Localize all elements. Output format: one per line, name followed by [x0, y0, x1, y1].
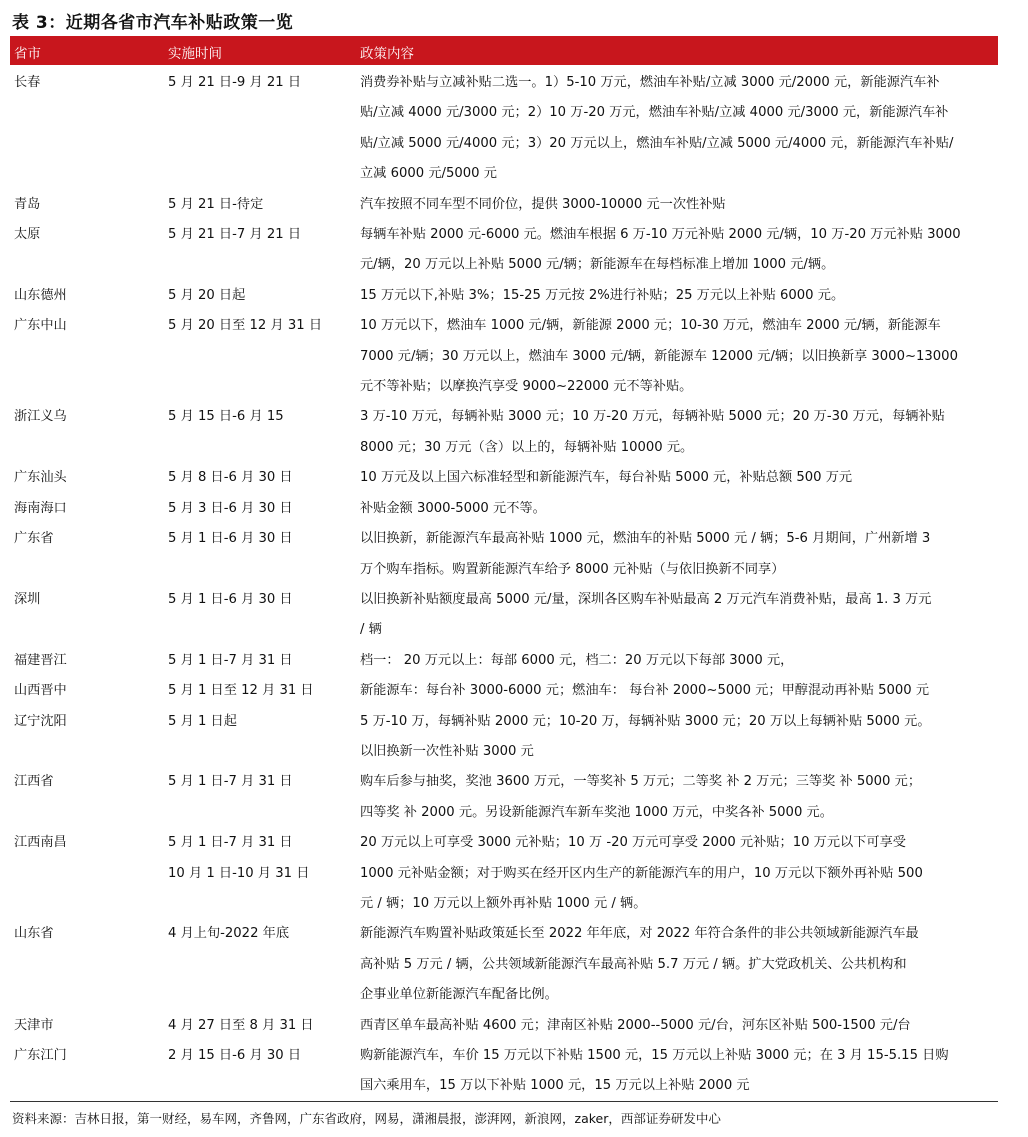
cell-time	[168, 919, 360, 1010]
policy-line: 8000 元；30 万元（含）以上的，每辆补贴 10000 元。	[360, 439, 694, 455]
time-line: 5 月 21 日-9 月 21 日	[168, 75, 302, 90]
cell-time	[168, 281, 360, 311]
policy-line: 档一： 20 万元以上：每部 6000 元，档二：20 万元以下每部 3000 元，	[360, 652, 794, 668]
cell-city: 太原	[14, 227, 41, 243]
cell-city: 天津市	[14, 1017, 54, 1033]
table-row	[10, 828, 998, 919]
table-row	[10, 402, 998, 463]
policy-line: 贴/立减 4000 元/3000 元；2）10 万-20 万元，燃油车补贴/立减 4000 元/3000 元，新能源汽车补	[360, 105, 949, 121]
cell-time	[168, 311, 360, 402]
cell-time	[168, 220, 360, 281]
cell-city: 辽宁沈阳	[14, 713, 67, 729]
table-row	[10, 1011, 998, 1041]
policy-line: 20 万元以上可享受 3000 元补贴；10 万 -20 万元可享受 2000 元补贴；10 万元以下可享受	[360, 835, 906, 851]
table-row	[10, 676, 998, 706]
time-line: 5 月 3 日-6 月 30 日	[168, 500, 293, 516]
policy-line: 万个购车指标。购置新能源汽车给予 8000 元补贴（与依旧换新不同享）	[360, 561, 785, 577]
cell-time	[168, 828, 360, 919]
time-line: 5 月 21 日-7 月 21 日	[168, 227, 302, 243]
cell-policy	[360, 524, 998, 585]
policy-line: 5 万-10 万，每辆补贴 2000 元；10-20 万，每辆补贴 3000 元；20 万以上每辆补贴 5000 元。	[360, 713, 931, 729]
header-implementation-time: 实施时间	[168, 46, 222, 62]
cell-policy	[360, 190, 998, 220]
table-row	[10, 1041, 998, 1102]
cell-time	[168, 524, 360, 585]
time-line: 5 月 15 日-6 月 15	[168, 409, 284, 425]
cell-city: 浙江义乌	[14, 409, 67, 425]
cell-policy	[360, 585, 998, 646]
table-header	[10, 36, 998, 65]
cell-city: 江西省	[14, 774, 54, 790]
time-line: 5 月 1 日-6 月 30 日	[168, 531, 293, 547]
cell-time	[168, 494, 360, 524]
policy-line: 以旧换新，新能源汽车最高补贴 1000 元，燃油车的补贴 5000 元 / 辆；5-6 月期间，广州新增 3	[360, 531, 931, 547]
cell-city: 长春	[14, 75, 41, 90]
cell-time	[168, 585, 360, 646]
cell-city: 广东汕头	[14, 470, 67, 486]
time-line: 5 月 8 日-6 月 30 日	[168, 470, 293, 486]
table-row	[10, 463, 998, 493]
time-line: 5 月 1 日-7 月 31 日	[168, 835, 293, 851]
cell-policy	[360, 281, 998, 311]
policy-line: / 辆	[360, 622, 382, 638]
policy-line: 补贴金额 3000-5000 元不等。	[360, 500, 546, 516]
table-row	[10, 767, 998, 828]
policy-line: 元/辆，20 万元以上补贴 5000 元/辆；新能源车在每档标准上增加 1000 元/辆。	[360, 257, 835, 273]
time-line: 5 月 21 日-待定	[168, 196, 264, 212]
cell-city: 广东江门	[14, 1048, 67, 1063]
table-row	[10, 494, 998, 524]
cell-city: 广东省	[14, 531, 54, 547]
cell-time	[168, 190, 360, 220]
cell-policy	[360, 402, 998, 463]
time-line: 5 月 20 日起	[168, 287, 246, 303]
table-body	[10, 68, 998, 1102]
policy-line: 新能源车：每台补 3000-6000 元；燃油车： 每台补 2000~5000 元；甲醇混动再补贴 5000 元	[360, 683, 930, 699]
cell-city: 山东德州	[14, 287, 67, 303]
cell-time	[168, 646, 360, 676]
cell-time	[168, 767, 360, 828]
policy-line: 购车后参与抽奖，奖池 3600 万元，一等奖补 5 万元；二等奖 补 2 万元；三等奖 补 5000 元；	[360, 774, 922, 790]
time-line: 5 月 1 日起	[168, 713, 237, 729]
source-note: 资料来源：吉林日报，第一财经，易车网，齐鲁网，广东省政府，网易，潇湘晨报，澎湃网，新浪网，zaker，西部证券研发中心	[12, 1111, 721, 1126]
policy-line: 立减 6000 元/5000 元	[360, 166, 497, 182]
policy-line: 10 万元以下，燃油车 1000 元/辆，新能源 2000 元；10-30 万元，燃油车 2000 元/辆，新能源车	[360, 318, 941, 334]
cell-policy	[360, 1041, 998, 1102]
cell-time	[168, 707, 360, 768]
cell-time	[168, 1041, 360, 1102]
cell-policy	[360, 919, 998, 1010]
time-line: 4 月 27 日至 8 月 31 日	[168, 1017, 314, 1033]
cell-time	[168, 676, 360, 706]
policy-line: 企事业单位新能源汽车配备比例。	[360, 987, 558, 1003]
policy-line: 消费券补贴与立减补贴二选一。1）5-10 万元，燃油车补贴/立减 3000 元/2000 元，新能源汽车补	[360, 75, 940, 90]
time-line: 5 月 1 日至 12 月 31 日	[168, 683, 314, 699]
cell-policy	[360, 1011, 998, 1041]
cell-policy	[360, 68, 998, 190]
cell-city: 青岛	[14, 196, 41, 212]
time-line: 4 月上旬-2022 年底	[168, 926, 290, 942]
time-line: 5 月 1 日-7 月 31 日	[168, 652, 293, 668]
cell-policy	[360, 676, 998, 706]
table-title: 表 3：近期各省市汽车补贴政策一览	[12, 13, 294, 33]
cell-time	[168, 68, 360, 190]
cell-city: 广东中山	[14, 318, 67, 334]
policy-line: 购新能源汽车，车价 15 万元以下补贴 1500 元，15 万元以上补贴 3000 元；在 3 月 15-5.15 日购	[360, 1048, 949, 1063]
table-row	[10, 585, 998, 646]
cell-policy	[360, 646, 998, 676]
cell-policy	[360, 311, 998, 402]
cell-city: 山东省	[14, 926, 54, 942]
header-province-city: 省市	[14, 46, 41, 62]
table-row	[10, 220, 998, 281]
policy-line: 每辆车补贴 2000 元-6000 元。燃油车根据 6 万-10 万元补贴 2000 元/辆，10 万-20 万元补贴 3000	[360, 227, 961, 243]
policy-line: 1000 元补贴金额；对于购买在经开区内生产的新能源汽车的用户，10 万元以下额外再补贴 500	[360, 865, 923, 881]
table-row	[10, 190, 998, 220]
cell-city: 深圳	[14, 591, 41, 607]
policy-line: 以旧换新补贴额度最高 5000 元/量，深圳各区购车补贴最高 2 万元汽车消费补贴，最高 1. 3 万元	[360, 591, 932, 607]
cell-city: 江西南昌	[14, 835, 67, 851]
policy-line: 元 / 辆；10 万元以上额外再补贴 1000 元 / 辆。	[360, 895, 647, 911]
policy-line: 新能源汽车购置补贴政策延长至 2022 年年底，对 2022 年符合条件的非公共领域新能源汽车最	[360, 926, 919, 942]
policy-line: 贴/立减 5000 元/4000 元；3）20 万元以上，燃油车补贴/立减 5000 元/4000 元，新能源汽车补贴/	[360, 135, 954, 151]
cell-time	[168, 1011, 360, 1041]
table-row	[10, 311, 998, 402]
policy-line: 汽车按照不同车型不同价位，提供 3000-10000 元一次性补贴	[360, 196, 726, 212]
cell-city: 福建晋江	[14, 652, 67, 668]
table-row	[10, 707, 998, 768]
cell-policy	[360, 494, 998, 524]
time-line: 5 月 1 日-6 月 30 日	[168, 591, 293, 607]
policy-line: 15 万元以下,补贴 3%；15-25 万元按 2%进行补贴；25 万元以上补贴 6000 元。	[360, 287, 845, 303]
cell-policy	[360, 463, 998, 493]
time-line: 2 月 15 日-6 月 30 日	[168, 1048, 302, 1063]
table-row	[10, 919, 998, 1010]
policy-line: 四等奖 补 2000 元。另设新能源汽车新车奖池 1000 万元，中奖各补 5000 元。	[360, 804, 833, 820]
time-line: 5 月 20 日至 12 月 31 日	[168, 318, 323, 334]
policy-line: 高补贴 5 万元 / 辆，公共领域新能源汽车最高补贴 5.7 万元 / 辆。扩大党政机关、公共机构和	[360, 956, 907, 972]
policy-line: 国六乘用车，15 万以下补贴 1000 元，15 万元以上补贴 2000 元	[360, 1078, 750, 1094]
cell-policy	[360, 707, 998, 768]
cell-policy	[360, 828, 998, 919]
cell-city: 海南海口	[14, 500, 67, 516]
cell-city: 山西晋中	[14, 683, 67, 699]
cell-time	[168, 402, 360, 463]
cell-time	[168, 463, 360, 493]
policy-line: 3 万-10 万元，每辆补贴 3000 元；10 万-20 万元，每辆补贴 5000 元；20 万-30 万元，每辆补贴	[360, 409, 945, 425]
header-policy-content: 政策内容	[360, 46, 414, 62]
time-line: 10 月 1 日-10 月 31 日	[168, 865, 310, 881]
policy-line: 10 万元及以上国六标准轻型和新能源汽车，每台补贴 5000 元，补贴总额 500 万元	[360, 470, 853, 486]
table-row	[10, 281, 998, 311]
policy-line: 元不等补贴；以摩换汽享受 9000~22000 元不等补贴。	[360, 379, 693, 395]
table-row	[10, 524, 998, 585]
policy-line: 西青区单车最高补贴 4600 元；津南区补贴 2000--5000 元/台，河东区补贴 500-1500 元/台	[360, 1017, 911, 1033]
table-row	[10, 646, 998, 676]
table-row	[10, 68, 998, 190]
policy-line: 以旧换新一次性补贴 3000 元	[360, 743, 534, 759]
cell-policy	[360, 767, 998, 828]
bottom-rule	[10, 1101, 998, 1102]
time-line: 5 月 1 日-7 月 31 日	[168, 774, 293, 790]
cell-policy	[360, 220, 998, 281]
policy-line: 7000 元/辆；30 万元以上，燃油车 3000 元/辆，新能源车 12000 元/辆；以旧换新享 3000~13000	[360, 348, 958, 364]
